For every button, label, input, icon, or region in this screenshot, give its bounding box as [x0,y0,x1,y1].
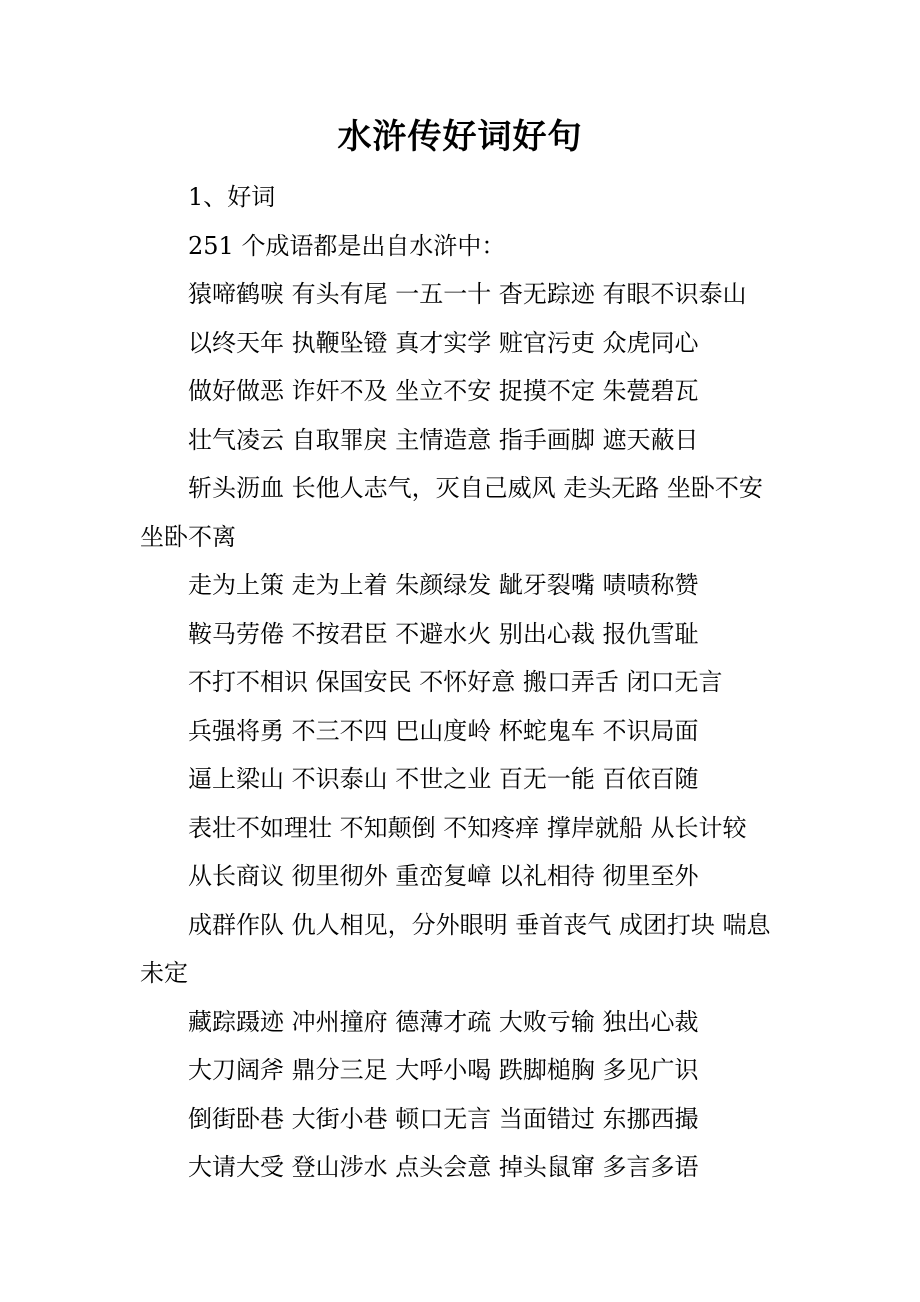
document-body [140,173,782,1192]
paragraph-idioms: 兵强将勇 不三不四 巴山度岭 杯蛇鬼车 不识局面 [188,716,699,745]
paragraph-intro: 251 个成语都是出自水浒中： [188,231,506,260]
paragraph-idioms: 以终天年 执鞭坠镫 真才实学 赃官污吏 众虎同心 [188,328,699,357]
paragraph-idioms: 大刀阔斧 鼎分三足 大呼小喝 跌脚槌胸 多见广识 [188,1056,699,1084]
paragraph-idioms: 逼上梁山 不识泰山 不世之业 百无一能 百依百随 [188,765,699,793]
paragraph-idioms: 做好做恶 诈奸不及 坐立不安 捉摸不定 朱甍碧瓦 [188,377,699,405]
paragraph-idioms: 成群作队 仇人相见，分外眼明 垂首丧气 成团打块 喘息未定 [140,910,771,987]
paragraph-idioms: 不打不相识 保国安民 不怀好意 搬口弄舌 闭口无言 [188,668,723,696]
paragraph-idioms: 斩头沥血 长他人志气，灭自己威风 走头无路 坐卧不安 坐卧不离 [140,474,763,551]
paragraph-section-heading: 1、好词 [188,183,276,211]
document-title: 水浒传好词好句 [337,117,583,157]
paragraph-idioms: 从长商议 彻里彻外 重峦复嶂 以礼相待 彻里至外 [188,862,699,890]
paragraph-idioms: 鞍马劳倦 不按君臣 不避水火 别出心裁 报仇雪耻 [188,619,699,648]
paragraph-idioms: 猿啼鹤唳 有头有尾 一五一十 杳无踪迹 有眼不识泰山 [188,280,747,308]
paragraph-idioms: 大请大受 登山涉水 点头会意 掉头鼠窜 多言多语 [188,1153,699,1181]
paragraph-idioms: 壮气凌云 自取罪戾 主情造意 指手画脚 遮天蔽日 [188,425,699,454]
paragraph-idioms: 藏踪蹑迹 冲州撞府 德薄才疏 大败亏输 独出心裁 [188,1007,699,1036]
paragraph-idioms: 走为上策 走为上着 朱颜绿发 龇牙裂嘴 啧啧称赞 [188,571,699,599]
paragraph-idioms: 倒街卧巷 大街小巷 顿口无言 当面错过 东挪西撮 [188,1104,699,1133]
paragraph-idioms: 表壮不如理壮 不知颠倒 不知疼痒 撑岸就船 从长计较 [188,813,747,842]
